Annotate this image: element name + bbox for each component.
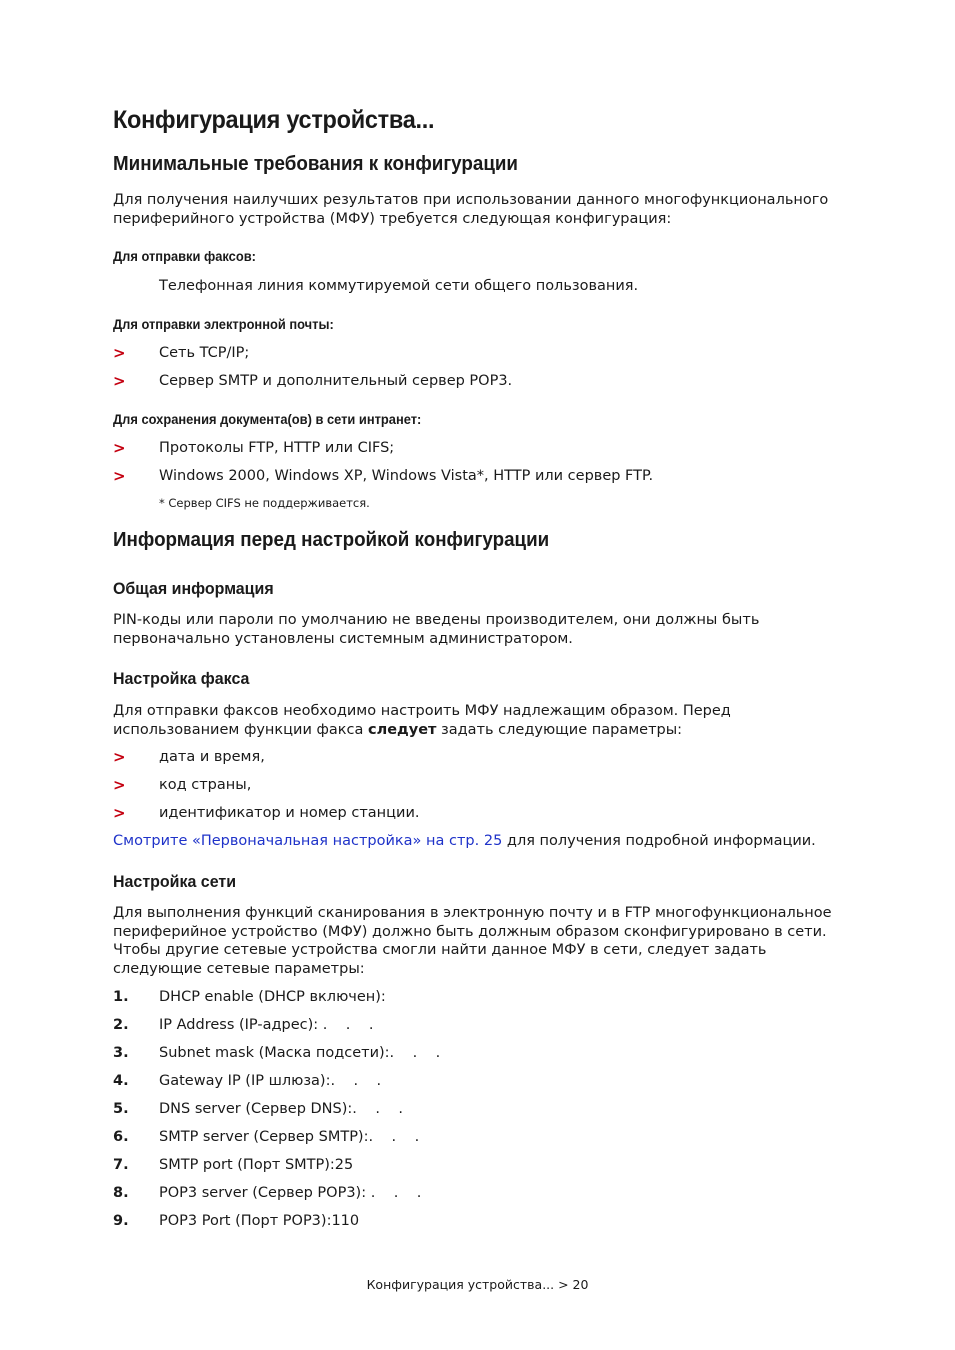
list-item: Протоколы FTP, HTTP или CIFS; [159, 440, 395, 456]
list-item: код страны, [159, 777, 252, 793]
bullet-marker: > [113, 344, 126, 362]
page-title: Конфигурация устройства... [113, 106, 435, 134]
list-number: 9. [113, 1213, 129, 1229]
min-requirements-intro: Для получения наилучших результатов при использовании данного многофункционального периферийного устройства (МФУ) требуется следующая конфигурация: [113, 192, 829, 227]
list-number: 2. [113, 1017, 129, 1033]
list-number: 1. [113, 989, 129, 1005]
bullet-marker: > [113, 372, 126, 390]
network-setup-heading: Настройка сети [113, 872, 237, 891]
list-item: IP Address (IP-адрес): . . . [159, 1017, 374, 1033]
list-number: 6. [113, 1129, 129, 1145]
bullet-marker: > [113, 804, 126, 822]
emphasis-should: следует [368, 721, 437, 738]
fax-requirements-text: Телефонная линия коммутируемой сети общего пользования. [159, 278, 639, 294]
list-number: 5. [113, 1101, 129, 1117]
list-item: DNS server (Сервер DNS):. . . [159, 1101, 403, 1117]
bullet-marker: > [113, 776, 126, 794]
general-info-heading: Общая информация [113, 579, 274, 598]
list-item: Сервер SMTP и дополнительный сервер POP3. [159, 373, 513, 389]
bullet-marker: > [113, 467, 126, 485]
list-item: Windows 2000, Windows XP, Windows Vista*, HTTP или сервер FTP. [159, 468, 654, 484]
fax-setup-text: Для отправки факсов необходимо настроить МФУ надлежащим образом. Перед использованием функции факса следует задать следующие параметры: [113, 703, 731, 738]
initial-setup-reference: Смотрите «Первоначальная настройка» на стр. 25 для получения подробной информации. [113, 833, 816, 849]
page-footer [0, 1277, 955, 1292]
email-requirements-heading: Для отправки электронной почты: [113, 316, 334, 332]
list-number: 7. [113, 1157, 129, 1173]
bullet-marker: > [113, 439, 126, 457]
list-number: 3. [113, 1045, 129, 1061]
fax-requirements-heading: Для отправки факсов: [113, 248, 256, 264]
section-heading-min-requirements: Минимальные требования к конфигурации [113, 153, 518, 175]
general-info-text: PIN-коды или пароли по умолчанию не введены производителем, они должны быть первоначально установлены системным администратором. [113, 612, 760, 647]
initial-setup-link[interactable]: Смотрите «Первоначальная настройка» на стр. 25 [113, 833, 503, 849]
bullet-marker: > [113, 748, 126, 766]
intranet-requirements-heading: Для сохранения документа(ов) в сети интранет: [113, 411, 422, 427]
list-item: SMTP server (Сервер SMTP):. . . [159, 1129, 420, 1145]
footer-page-label: Конфигурация устройства... > 20 [366, 1277, 589, 1292]
list-item: Subnet mask (Маска подсети):. . . [159, 1045, 441, 1061]
list-item: Сеть TCP/IP; [159, 345, 250, 361]
section-heading-setup-info: Информация перед настройкой конфигурации [113, 529, 550, 551]
cifs-footnote: * Сервер CIFS не поддерживается. [159, 496, 370, 510]
network-setup-text: Для выполнения функций сканирования в электронную почту и в FTP многофункциональное периферийное устройство (МФУ) должно быть должным образом сконфигурировано в сети. Чтобы другие сетевые устройства смогли найти данное МФУ в сети, следует задать следующие сетевые параметры: [113, 905, 832, 977]
list-item: идентификатор и номер станции. [159, 805, 420, 821]
list-item: POP3 Port (Порт POP3):110 [159, 1213, 360, 1229]
list-item: DHCP enable (DHCP включен): [159, 989, 386, 1005]
list-number: 4. [113, 1073, 129, 1089]
list-item: Gateway IP (IP шлюза):. . . [159, 1073, 382, 1089]
list-number: 8. [113, 1185, 129, 1201]
fax-setup-heading: Настройка факса [113, 669, 250, 688]
list-item: POP3 server (Сервер POP3): . . . [159, 1185, 422, 1201]
list-item: SMTP port (Порт SMTP):25 [159, 1157, 354, 1173]
list-item: дата и время, [159, 749, 265, 765]
